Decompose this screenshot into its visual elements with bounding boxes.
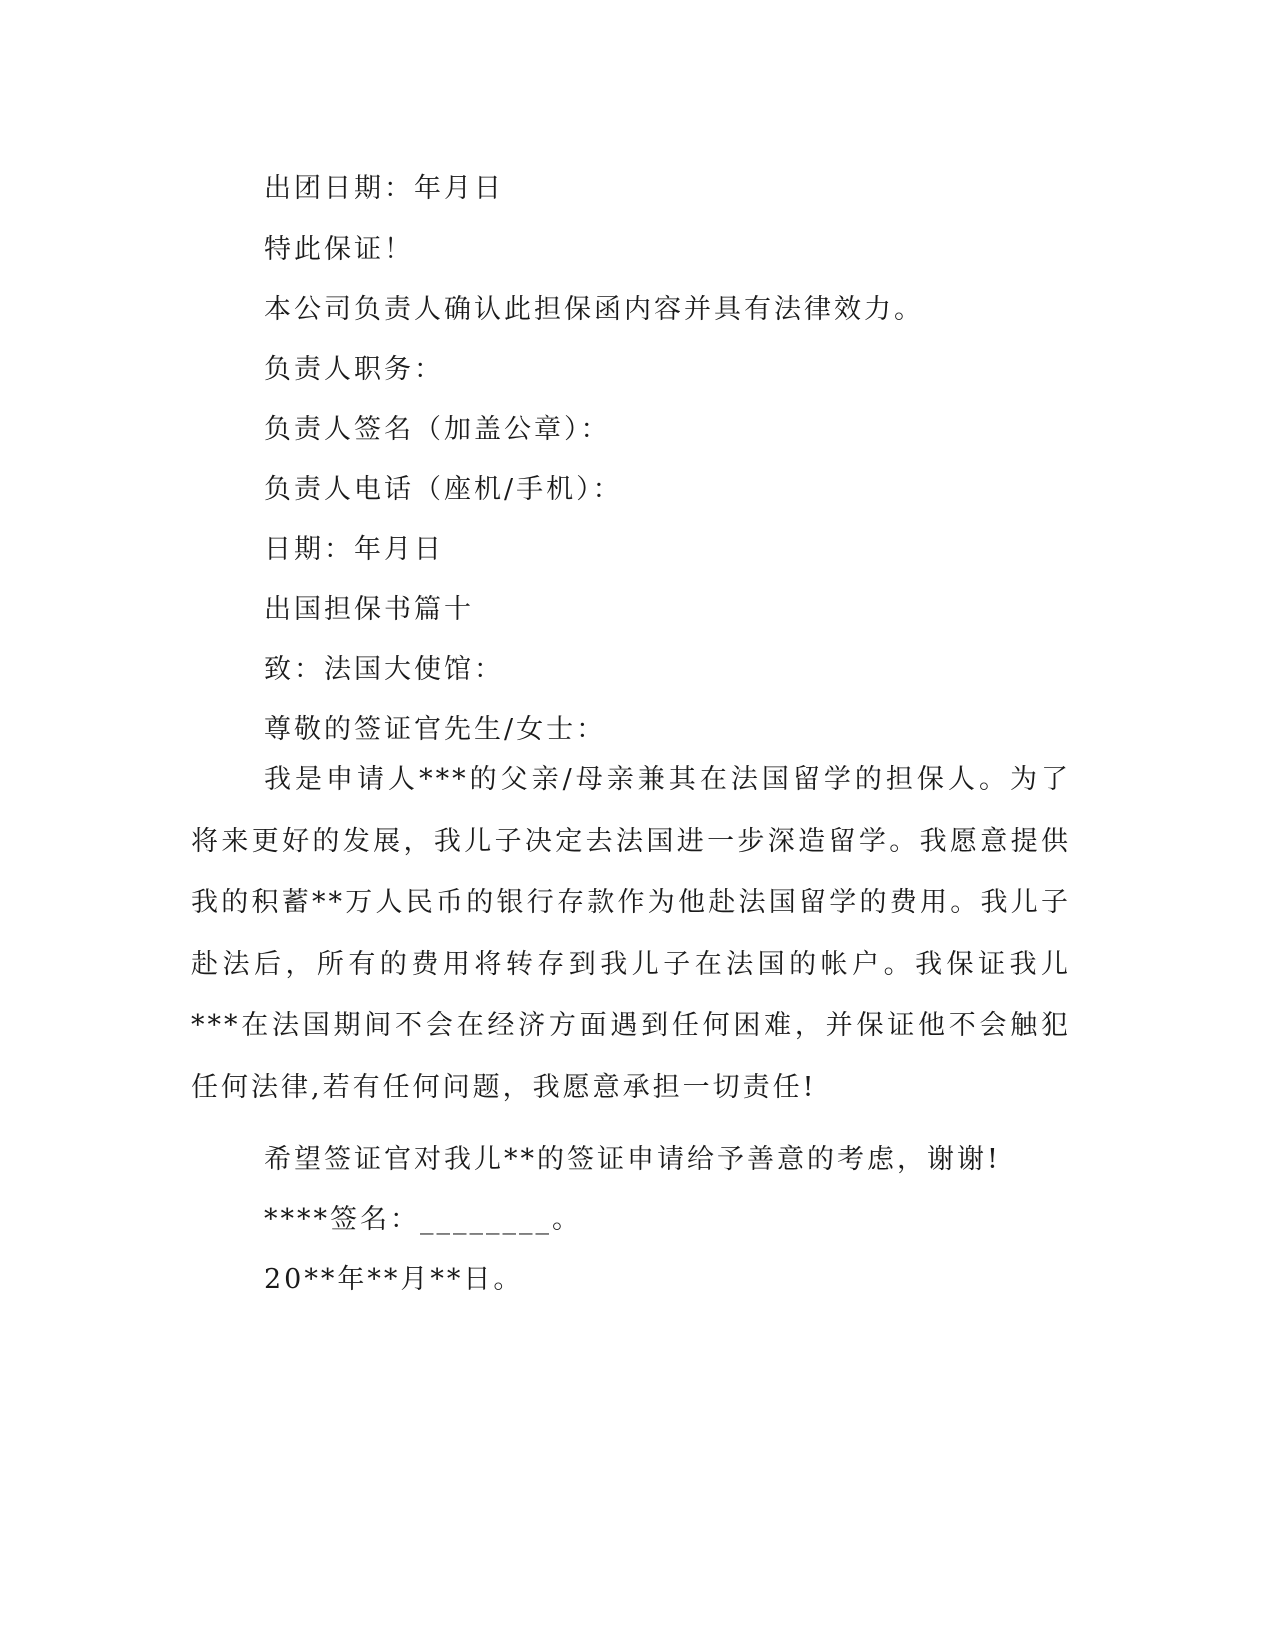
closing-request-line: 希望签证官对我儿**的签证申请给予善意的考虑，谢谢! [264, 1144, 1001, 1175]
date-line: 日期：年月日 [264, 534, 444, 565]
guarantee-statement-line: 特此保证！ [264, 234, 414, 265]
departure-date-line: 出团日期：年月日 [264, 173, 504, 204]
responsible-person-position-line: 负责人职务： [264, 354, 444, 385]
body-paragraph: 我是申请人***的父亲/母亲兼其在法国留学的担保人。为了将来更好的发展，我儿子决定去法国进一步深造留学。我愿意提供我的积蓄**万人民币的银行存款作为他赴法国留学的费用。我儿子赴法后，所有的费用将转存到我儿子在法国的帐户。我保证我儿***在法国期间不会在经济方面遇到任何困难，并保证他不会触犯任何法律,若有任何问题，我愿意承担一切责任! [191, 764, 1071, 1103]
addressee-line: 致：法国大使馆： [264, 654, 504, 685]
salutation-line: 尊敬的签证官先生/女士： [264, 714, 607, 745]
responsible-person-signature-line: 负责人签名（加盖公章）： [264, 414, 611, 445]
signature-line: ****签名：________。 [264, 1204, 582, 1235]
responsible-person-phone-line: 负责人电话（座机/手机）： [264, 474, 623, 505]
section-heading: 出国担保书篇十 [264, 594, 474, 625]
legal-effect-line: 本公司负责人确认此担保函内容并具有法律效力。 [264, 294, 924, 325]
signature-date-line: 20**年**月**日。 [264, 1264, 524, 1295]
